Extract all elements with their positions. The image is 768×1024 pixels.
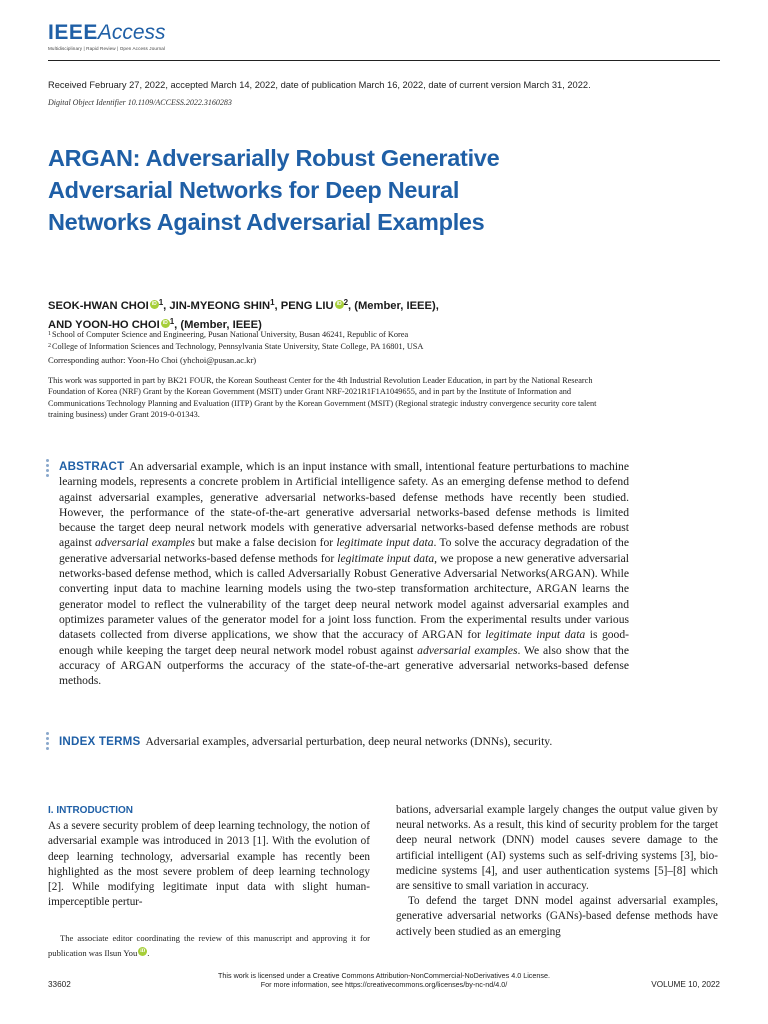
abstract-text: , we propose a new generative adversarial networks-based defense method, which is called Adversarially Robust Generative Adversarial Networks(ARGAN). While converting input data to machine learning models using the two-step transformation architecture, ARGAN learns the generator model to reflect the vulnerability of the target deep neural network model against adversarial examples and optimizes parameter values of the generator model for a joint loss function. From the experimental results under various datasets collected from diverse applications, we show that the accuracy of ARGAN for [59,551,630,642]
author-name: SEOK-HWAN CHOI [48,300,149,312]
affiliation-item [48,329,688,341]
author-role: , (Member, IEEE), [348,300,439,312]
abstract-text: but make a false decision for [194,536,337,550]
orcid-icon[interactable]: iD [140,949,146,954]
affiliation-item [48,341,688,353]
author-name: AND YOON-HO CHOI [48,319,160,331]
index-terms-text: Adversarial examples, adversarial perturbation, deep neural networks (DNNs), security. [145,735,553,748]
header-rule [48,60,720,61]
doi-line: Digital Object Identifier 10.1109/ACCESS.2022.3160283 [48,98,232,107]
abstract-text: An adversarial example, which is an input instance with small, intentional feature perturbations to machine learning models, represents a concrete problem in Artificial intelligence safety. As an emerging defense method to defend against adversarial examples, generative adversarial networks-based defense methods have recently been studied. However, the performance of the state-of-the-art generative adversarial networks-based defense methods is limited because the target deep neural network models with generative adversarial networks-based defense methods are robust against [59,460,629,550]
abstract-text: is good-enough while keeping the target deep neural network model robust against [59,628,630,657]
paper-title: ARGAN: Adversarially Robust Generative Adversarial Networks for Deep Neural Networks Against Adversarial Examples [48,145,500,235]
footnote-text: The associate editor coordinating the review of this manuscript and approving it for publication was Ilsun You [48,933,370,958]
abstract [59,459,629,688]
author-name: JIN-MYEONG SHIN [169,300,271,312]
orcid-icon[interactable]: iD [162,320,168,326]
abstract-dots-icon [46,459,50,479]
author-list: SEOK-HWAN CHOI iD $^1$, JIN-MYEONG SHIN$^1$, PENG LIU iD $^2$, (Member, IEEE), AND YOON-HO CHOI iD $^1$, (Member, IEEE) [48,298,439,331]
section-heading-introduction: I. INTRODUCTION [48,805,133,816]
affiliation-text: School of Computer Science and Engineering, Pusan National University, Busan 46241, Republic of Korea [52,330,409,339]
abstract-emphasis: legitimate input data [485,628,586,642]
abstract-emphasis: adversarial examples [417,643,518,657]
logo-access: Access [97,21,166,44]
author-affil-sup: 1 [169,317,175,326]
logo-tagline: Multidisciplinary | Rapid Review | Open Access Journal [48,46,166,51]
license-line: This work is licensed under a Creative Commons Attribution-NonCommercial-NoDerivatives 4.0 License. [218,971,550,980]
affiliation-number: 2 [48,342,51,349]
logo-wordmark [48,22,166,43]
abstract-text: . To solve the accuracy degradation of the generative adversarial networks-based defense methods for [59,536,629,565]
logo-ieee: IEEE [48,21,98,44]
intro-paragraph: bations, adversarial example largely changes the output value given by neural networks. As a result, this kind of security problem for the target deep neural network (DNN) model causes severe damage to the artificial intelligent (AI) systems such as self-driving systems [3], bio-medicine systems [4], and user authentication systems [5]–[8] which are sensitive to small variation in accuracy. [396,804,718,893]
intro-right-column [396,803,718,940]
affiliations [48,329,688,352]
volume-label: VOLUME 10, 2022 [651,980,720,989]
funding-statement: This work was supported in part by BK21 FOUR, the Korean Southeast Center for the 4th Industrial Revolution Leader Education, in part by the National Research Foundation of Korea (NRF) Grant by the Korean Government (MSIT) under Grant NRF-2021R1F1A1049655, and in part by the Institute of Information and Communications Technology Planning and Evaluation (IITP) Grant by the Korean Government (MSIT) (Regional strategic industry convergence security core talent training business) under Grant 2019-0-01343. [48,376,597,420]
author-affil-sup: 1 [158,298,164,307]
abstract-text: . We also show that the accuracy of ARGAN outperforms the accuracy of the state-of-the-art generative adversarial networks-based defense methods. [59,643,629,688]
author-affil-sup: 1 [270,298,275,307]
author-name: PENG LIU [280,300,334,312]
author-affil-sup: 2 [343,298,349,307]
abstract-emphasis: legitimate input data [336,536,434,550]
corresponding-author: Corresponding author: Yoon-Ho Choi (yhchoi@pusan.ac.kr) [48,355,257,365]
index-terms-dots-icon [46,732,50,752]
orcid-icon[interactable]: iD [151,301,157,307]
intro-left-column [48,803,370,910]
intro-paragraph: To defend the target DNN model against adversarial examples, generative adversarial networks (GANs)-based defense methods have actively been studied as an emerging [396,895,718,938]
license-link[interactable]: For more information, see https://creativecommons.org/licenses/by-nc-nd/4.0/ [260,980,508,989]
index-terms-label: INDEX TERMS [59,735,141,748]
received-dates: Received February 27, 2022, accepted March 14, 2022, date of publication March 16, 2022, date of current version March 31, 2022. [48,80,591,90]
author-role: , (Member, IEEE) [174,319,262,331]
abstract-emphasis: adversarial examples [95,536,195,550]
journal-logo [48,22,166,51]
orcid-icon[interactable]: iD [336,301,342,307]
intro-paragraph: As a severe security problem of deep learning technology, the notion of adversarial example was introduced in 2013 [1]. With the evolution of deep learning technology, adversarial example has recently been highlighted as the most severe problem of deep learning technology [2]. While modifying legitimate input data with slight human-imperceptible pertur- [48,820,370,909]
index-terms [59,734,659,749]
abstract-emphasis: legitimate input data [337,551,435,565]
abstract-label: ABSTRACT [59,460,125,473]
affiliation-text: College of Information Sciences and Technology, Pennsylvania State University, State College, PA 16801, USA [52,341,424,351]
affiliation-number: 1 [48,331,51,337]
editor-footnote: The associate editor coordinating the review of this manuscript and approving it for publication was Ilsun You iD . [48,933,370,958]
page-number: 33602 [48,980,71,989]
